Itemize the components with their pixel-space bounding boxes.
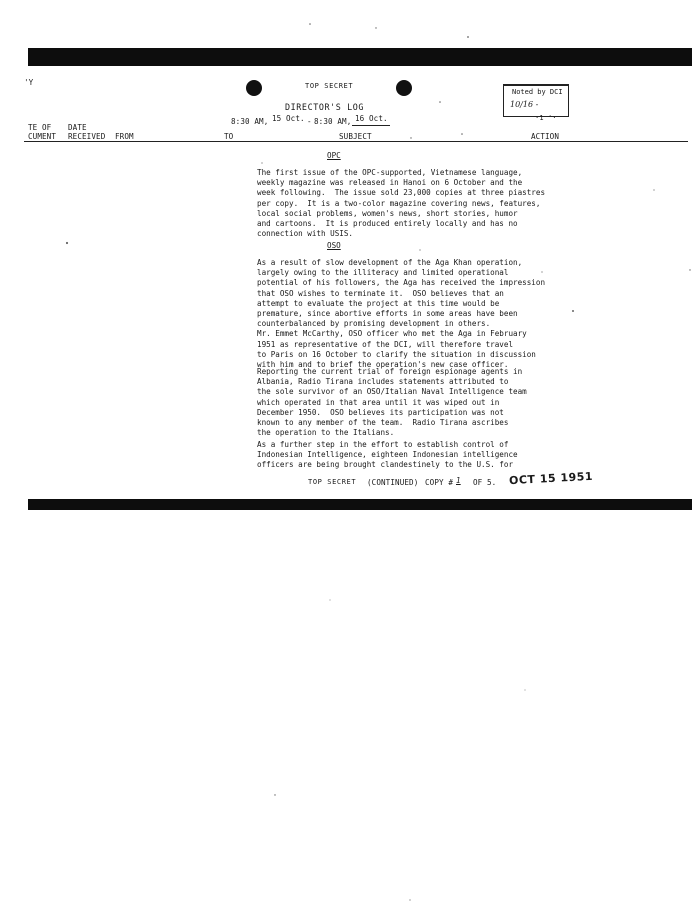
copy-label: COPY #: [425, 478, 454, 487]
period-start-time: 8:30 AM,: [231, 117, 269, 126]
col-subject: SUBJECT: [339, 132, 372, 141]
oso-paragraph-1: As a result of slow development of the Aga Khan operation, largely owing to the illiteracy and limited operational potential of his followers, the Aga has received the impression that OSO wishes to terminate it. OSO believes that an attempt to evaluate the project at this time would be premature, since abortive efforts in some areas have been counterbalanced by promising development in others. Mr. Emmet McCarthy, OSO officer who met the Aga in February 1951 as representative of the DCI, will therefore travel to Paris on 16 October to clarify the situation in discussion with him and to brief the operation's new case officer.: [257, 258, 546, 370]
period-start-date: 15 Oct.: [272, 114, 305, 123]
stamp-initials: ·1 '·: [535, 114, 557, 122]
period-separator: -: [307, 117, 312, 126]
date-received-stamp: OCT 15 1951: [508, 469, 594, 488]
of-label: OF: [473, 478, 483, 487]
col-from: FROM: [115, 132, 134, 141]
col-to: TO: [224, 132, 234, 141]
copy-number: 1: [456, 476, 461, 485]
margin-mark: 'Y: [24, 78, 34, 87]
classification-bottom: TOP SECRET: [308, 478, 357, 486]
period-end-time: 8:30 AM,: [314, 117, 352, 126]
opc-paragraph-1: The first issue of the OPC-supported, Vietnamese language, weekly magazine was released in Hanoi on 6 October and the week following. The issue sold 23,000 copies at three piastres per copy. It is a two-color magazine covering news, features, local social problems, women's news, short stories, humor and cartoons. It is produced entirely locally and has no connection with USIS.: [257, 168, 546, 239]
period-end-date: 16 Oct.: [355, 114, 388, 123]
stamp-line1: Noted by DCI: [512, 88, 563, 96]
col-date-document-2: CUMENT: [28, 132, 57, 141]
classification-top: TOP SECRET: [305, 82, 354, 90]
col-date-document-1: TE OF: [28, 123, 52, 132]
oso-paragraph-3: As a further step in the effort to establish control of Indonesian Intelligence, eighteen Indonesian intelligence officers are being brought clandestinely to the U.S. for: [257, 440, 518, 470]
page-title: DIRECTOR'S LOG: [285, 102, 364, 112]
section-heading-opc: OPC: [327, 151, 341, 160]
col-action: ACTION: [531, 132, 560, 141]
stamp-line2: 10/16 -: [510, 100, 539, 109]
section-heading-oso: OSO: [327, 241, 341, 250]
continued-label: (CONTINUED): [367, 478, 419, 487]
oso-paragraph-2: Reporting the current trial of foreign espionage agents in Albania, Radio Tirana includes statements attributed to the sole survivor of an OSO/Italian Naval Intelligence team which operated in that area until it was wiped out in December 1950. OSO believes its participation was not known to any member of the team. Radio Tirana ascribes the operation to the Italians.: [257, 367, 527, 438]
col-date-received-2: RECEIVED: [68, 132, 106, 141]
col-date-received-1: DATE: [68, 123, 87, 132]
of-total: 5.: [487, 478, 497, 487]
